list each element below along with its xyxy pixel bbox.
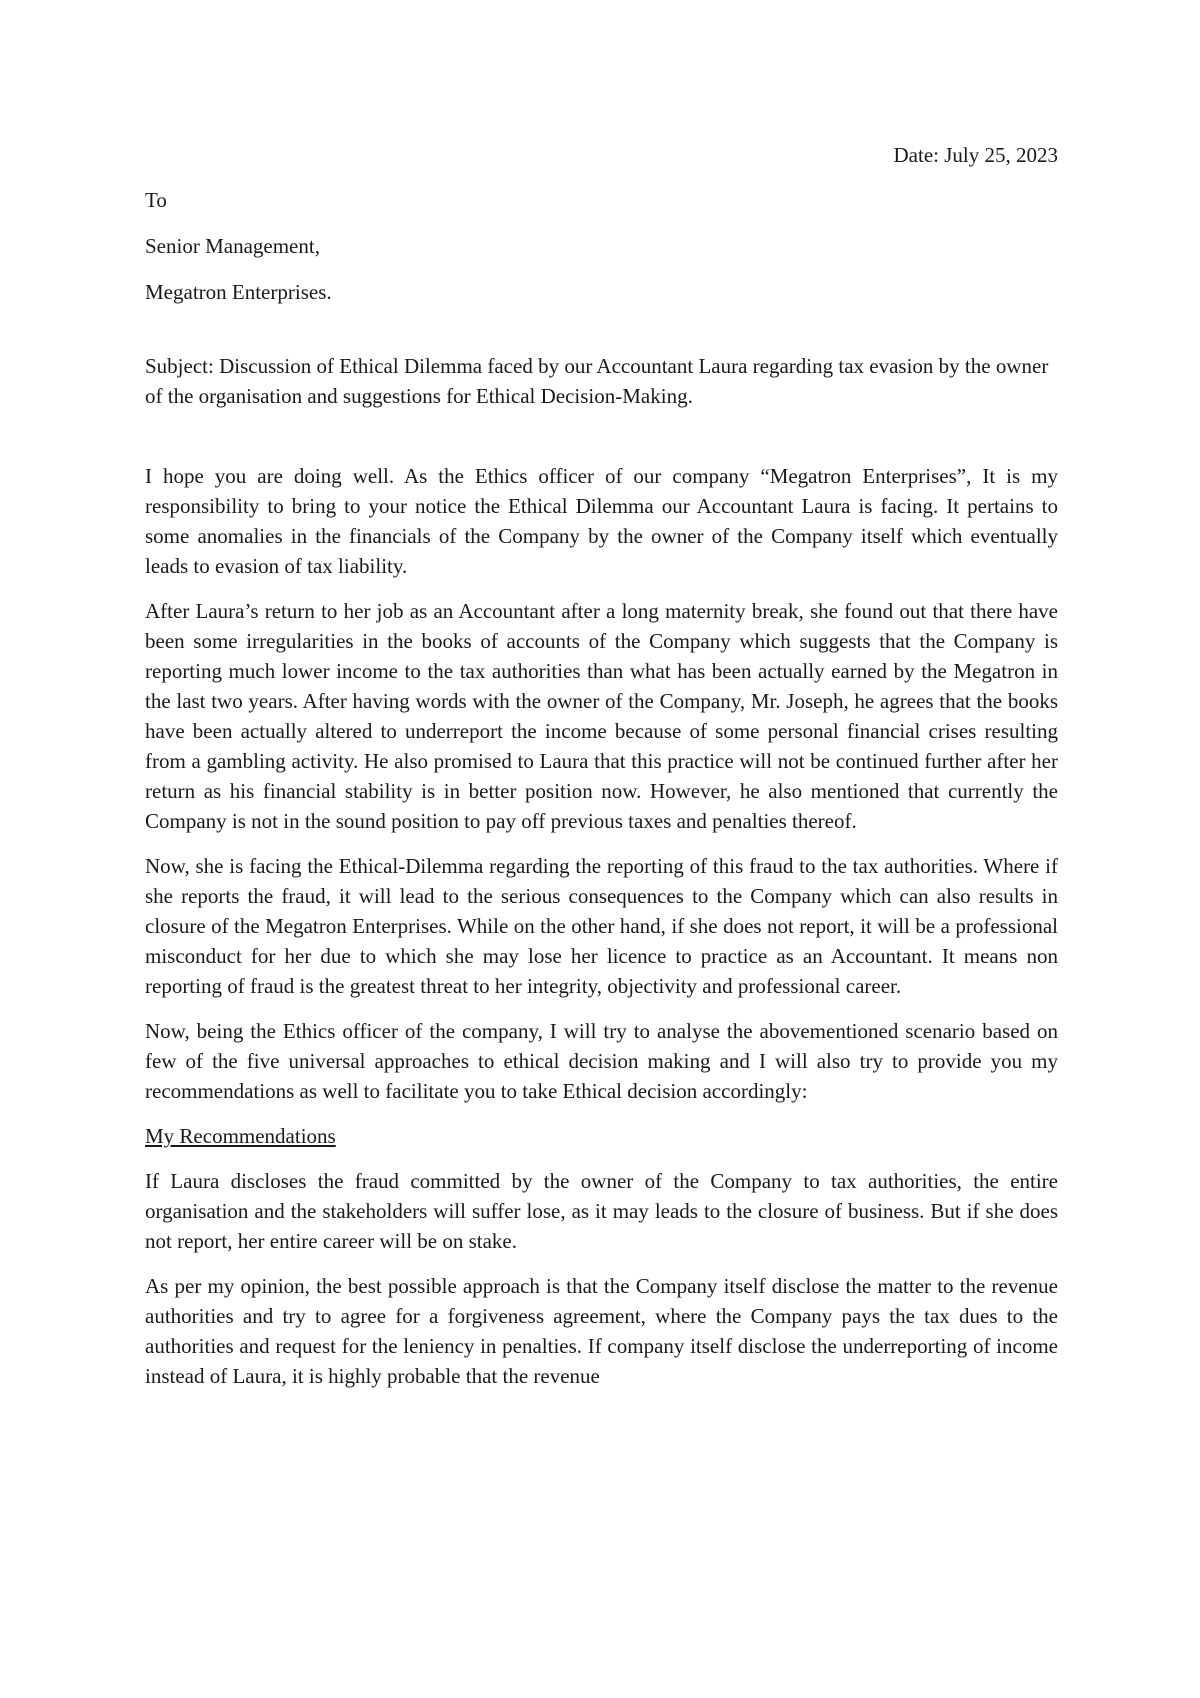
recommendations-heading: My Recommendations — [145, 1124, 336, 1148]
body-paragraph-4: Now, being the Ethics officer of the company, I will try to analyse the abovementioned scenario based on few of the five universal approaches to ethical decision making and I will also try to provide you my recommendations as well to facilitate you to take Ethical decision accordingly: — [145, 1019, 1058, 1103]
recommendation-paragraph-2: As per my opinion, the best possible approach is that the Company itself disclose the matter to the revenue authorities and try to agree for a forgiveness agreement, where the Company pays the tax dues to the authorities and request for the leniency in penalties. If company itself disclose the underreporting of income instead of Laura, it is highly probable that the revenue — [145, 1274, 1058, 1388]
recommendation-paragraph-1: If Laura discloses the fraud committed by the owner of the Company to tax authorities, the entire organisation and the stakeholders will suffer lose, as it may leads to the closure of business. But if she does not report, her entire career will be on stake. — [145, 1169, 1058, 1253]
company-line: Megatron Enterprises. — [145, 280, 332, 304]
subject-line: Subject: Discussion of Ethical Dilemma faced by our Accountant Laura regarding tax evasion by the owner of the organisation and suggestions for Ethical Decision-Making. — [145, 354, 1049, 408]
body-paragraph-3: Now, she is facing the Ethical-Dilemma regarding the reporting of this fraud to the tax authorities. Where if she reports the fraud, it will lead to the serious consequences to the Company which can also results in closure of the Megatron Enterprises. While on the other hand, if she does not report, it will be a professional misconduct for her due to which she may lose her licence to practice as an Accountant. It means non reporting of fraud is the greatest threat to her integrity, objectivity and professional career. — [145, 854, 1058, 998]
letter-date: Date: July 25, 2023 — [893, 143, 1058, 167]
letter-page — [145, 140, 1058, 1406]
salutation-to: To — [145, 188, 167, 212]
body-paragraph-2: After Laura’s return to her job as an Accountant after a long maternity break, she found out that there have been some irregularities in the books of accounts of the Company which suggests that the Company is reporting much lower income to the tax authorities than what has been actually earned by the Megatron in the last two years. After having words with the owner of the Company, Mr. Joseph, he agrees that the books have been actually altered to underreport the income because of some personal financial crises resulting from a gambling activity. He also promised to Laura that this practice will not be continued further after her return as his financial stability is in better position now. However, he also mentioned that currently the Company is not in the sound position to pay off previous taxes and penalties thereof. — [145, 599, 1058, 833]
recipient-line: Senior Management, — [145, 234, 320, 258]
body-paragraph-1: I hope you are doing well. As the Ethics officer of our company “Megatron Enterprises”, It is my responsibility to bring to your notice the Ethical Dilemma our Accountant Laura is facing. It pertains to some anomalies in the financials of the Company by the owner of the Company itself which eventually leads to evasion of tax liability. — [145, 464, 1058, 578]
